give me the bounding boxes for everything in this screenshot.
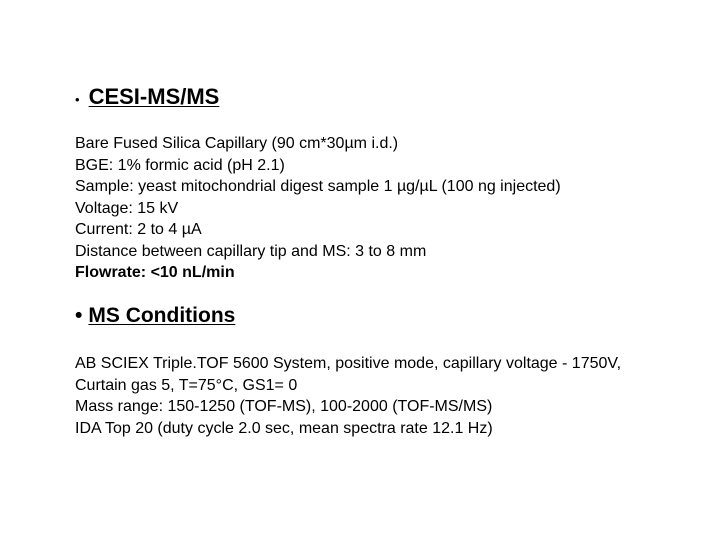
ms-conditions-heading	[75, 304, 235, 328]
ida-line: IDA Top 20 (duty cycle 2.0 sec, mean spectra rate 12.1 Hz)	[75, 419, 493, 437]
distance-line: Distance between capillary tip and MS: 3 to 8 mm	[75, 242, 427, 260]
bge-line: BGE: 1% formic acid (pH 2.1)	[75, 156, 285, 174]
current-line: Current: 2 to 4 µA	[75, 221, 202, 238]
voltage-line: Voltage: 15 kV	[75, 199, 179, 217]
bullet-icon: •	[75, 92, 80, 107]
cesi-heading	[75, 84, 219, 112]
sample-line: Sample: yeast mitochondrial digest sample 1 µg/µL (100 ng injected)	[75, 178, 561, 195]
capillary-line: Bare Fused Silica Capillary (90 cm*30µm i.d.)	[75, 135, 399, 152]
flowrate-line: Flowrate: <10 nL/min	[75, 264, 235, 281]
instrument-line: AB SCIEX Triple.TOF 5600 System, positive mode, capillary voltage - 1750V,	[75, 355, 622, 372]
cesi-details	[75, 133, 561, 284]
mass-range-line: Mass range: 150-1250 (TOF-MS), 100-2000 (TOF-MS/MS)	[75, 398, 493, 415]
ms-conditions-heading-text: MS Conditions	[88, 304, 236, 327]
cesi-heading-text: CESI-MS/MS	[88, 84, 220, 109]
gas-line: Curtain gas 5, T=75°C, GS1= 0	[75, 376, 298, 394]
ms-details	[75, 353, 621, 439]
bullet-icon: •	[75, 304, 83, 327]
